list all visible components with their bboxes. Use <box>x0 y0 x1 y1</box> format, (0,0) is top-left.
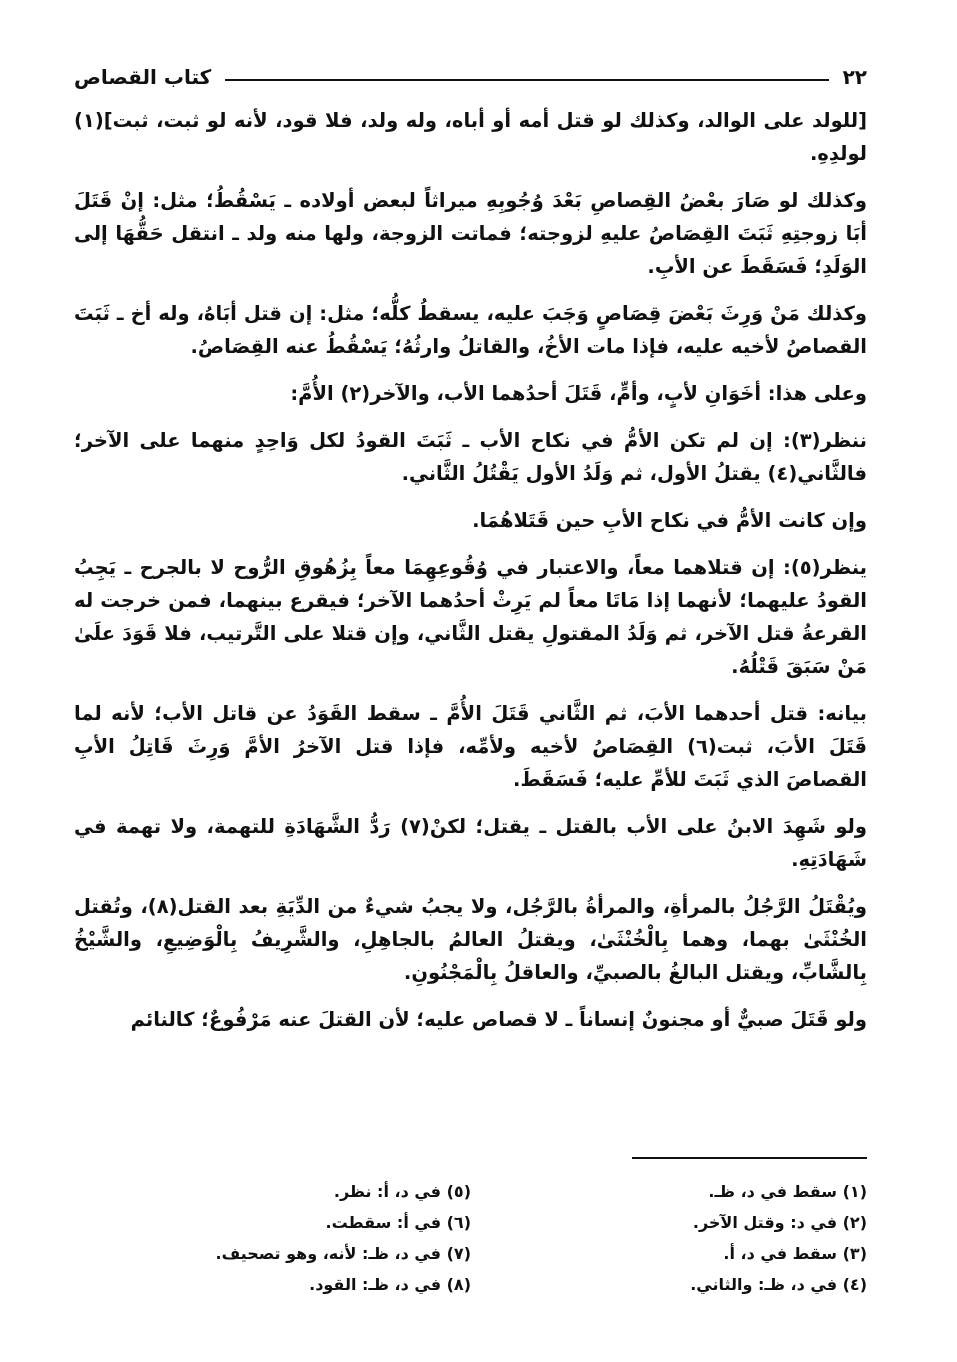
header-rule <box>225 79 828 81</box>
book-page <box>74 60 867 1320</box>
paragraph-1: [للولد على الوالد، وكذلك لو قتل أمه أو أباه، وله ولد، فلا قود، لأنه لو ثبت، ثبت](١) لولدِهِ. <box>74 109 867 165</box>
paragraph-10: ويُقْتَلُ الرَّجُلُ بالمرأةِ، والمرأةُ بالرَّجُل، ولا يجبُ شيءٌ من الدِّيَةِ بعد القتل(٨)، وتُقتل الخُنْثَىٰ بهما، وهما بِالْخُنْثَىٰ، ويقتلُ العالمُ بالجاهِلِ، والشَّرِيفُ بِالْوَضِيعِ، والشَّيْخُ بِالشَّابِّ، ويقتل البالغُ بالصبيِّ، والعاقلُ بِالْمَجْنُونِ. <box>74 895 867 984</box>
footnote-8: (٨) في د، ظـ: القود. <box>309 1275 471 1294</box>
footnote-6: (٦) في أ: سقطت. <box>325 1213 471 1232</box>
paragraph-7: ينظر(٥): إن قتلاهما معاً، والاعتبار في وُقُوعِهِمَا معاً بِزُهُوقِ الرُّوح لا بالجرح ـ يَجِبُ القودُ عليهما؛ لأنهما إذا مَاتَا معاً لم يَرِثْ أحدُهما الآخر؛ فيقرع بينهما، فمن خرجت له القرعةُ قتل الآخر، ثم وَلَدُ المقتولِ يقتل الثَّاني، وإن قتلا على التَّرتيب، فلا قَوَدَ علَىٰ مَنْ سَبَقَ قَتْلُهُ. <box>74 556 867 678</box>
footnote-2: (٢) في د: وقتل الآخر. <box>692 1213 867 1232</box>
footnote-separator <box>632 1157 867 1159</box>
paragraph-11: ولو قَتَلَ صبيٌّ أو مجنونٌ إنساناً ـ لا قصاص عليه؛ لأن القتلَ عنه مَرْفُوعٌ؛ كالنائم <box>130 1008 867 1031</box>
book-title: كتاب القصاص <box>74 65 212 89</box>
paragraph-3: وكذلك مَنْ وَرِثَ بَعْضَ قِصَاصٍ وَجَبَ عليه، يسقطُ كلُّه؛ مثل: إن قتل أبَاهُ، وله أخ ـ ثَبَتَ القصاصُ لأخيه عليه، فإذا مات الأخُ، والقاتلُ وارثُهُ؛ يَسْقُطُ عنه القِصَاصُ. <box>74 302 867 358</box>
paragraph-8: بيانه: قتل أحدهما الأبَ، ثم الثَّاني قَتَلَ الأُمَّ ـ سقط القَوَدُ عن قاتل الأب؛ لأنه لما قَتَلَ الأبَ، ثبت(٦) القِصَاصُ لأخيه ولأمِّه، فإذا قتل الآخرُ الأمَّ وَرِثَ قَاتِلُ الأبِ القصاصَ الذي ثَبَتَ للأمِّ عليه؛ فَسَقَطَ. <box>74 702 867 791</box>
paragraph-9: ولو شَهِدَ الابنُ على الأب بالقتل ـ يقتل؛ لكنْ(٧) رَدُّ الشَّهَادَةِ للتهمة، ولا تهمة في شَهَادَتِهِ. <box>74 815 867 871</box>
page-header <box>74 60 867 94</box>
paragraph-6: وإن كانت الأمُّ في نكاح الأبِ حين قَتَلاهُمَا. <box>472 509 867 532</box>
footnotes <box>74 1176 867 1300</box>
page-number: ٢٢ <box>842 65 867 89</box>
footnote-1: (١) سقط في د، ظـ. <box>708 1182 867 1201</box>
footnotes-left-column <box>75 1176 471 1300</box>
footnote-3: (٣) سقط في د، أ. <box>723 1244 867 1263</box>
footnotes-right-column <box>471 1176 867 1300</box>
paragraph-4: وعلى هذا: أخَوَانِ لأبٍ، وأمٍّ، قَتَلَ أحدُهما الأب، والآخر(٢) الأُمَّ: <box>290 382 867 405</box>
footnote-5: (٥) في د، أ: نظر. <box>333 1182 471 1201</box>
paragraph-2: وكذلك لو صَارَ بعْضُ القِصاصِ بَعْدَ وُجُوبِهِ ميراثاً لبعض أولاده ـ يَسْقُطُ؛ مثل: إنْ قَتَلَ أبَا زوجتِهِ ثَبَتَ القِصَاصُ عليهِ لزوجته؛ فماتت الزوجة، ولها منه ولد ـ انتقل حَقُّهَا إلى الوَلَدِ؛ فَسَقَطَ عن الأبِ. <box>74 189 867 278</box>
main-text <box>74 104 867 1036</box>
footnote-7: (٧) في د، ظـ: لأنه، وهو تصحيف. <box>215 1244 471 1263</box>
paragraph-5: ننظر(٣): إن لم تكن الأمُّ في نكاح الأب ـ ثَبَتَ القودُ لكل وَاحِدٍ منهما على الآخر؛ فالثَّاني(٤) يقتلُ الأول، ثم وَلَدُ الأول يَقْتُلُ الثَّاني. <box>74 429 867 485</box>
footnote-4: (٤) في د، ظـ: والثاني. <box>690 1275 867 1294</box>
